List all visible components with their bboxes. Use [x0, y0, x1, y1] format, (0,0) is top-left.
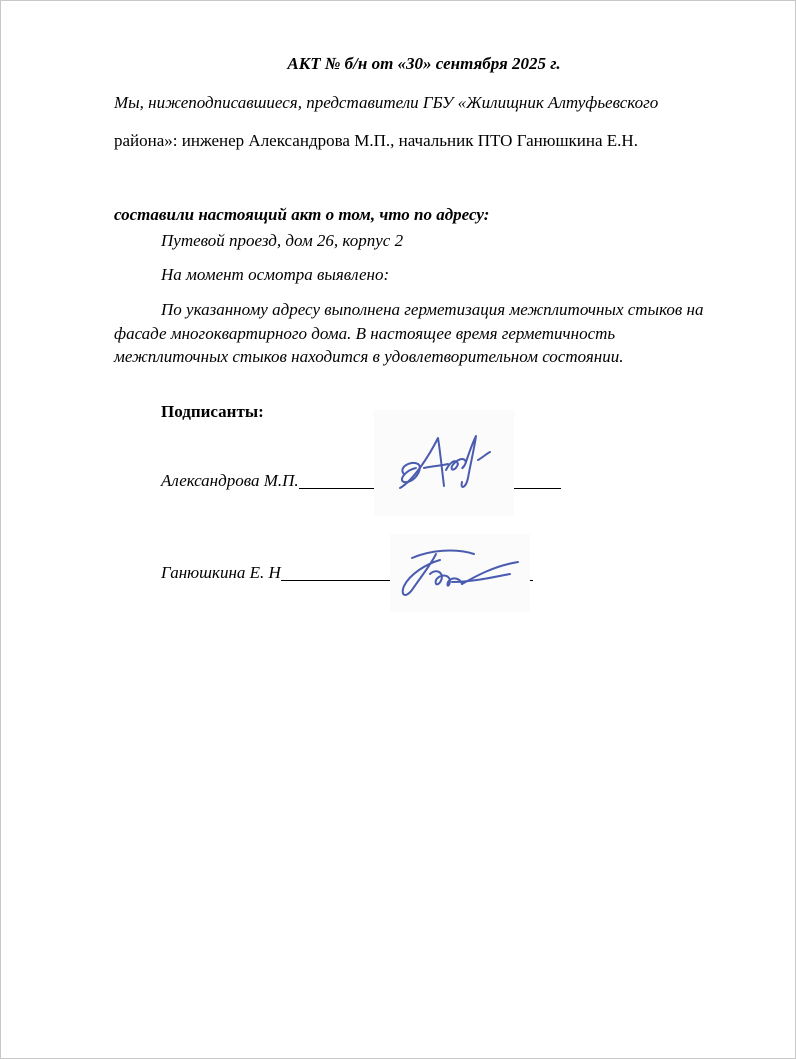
act-statement-heading: составили настоящий акт о том, что по адресу:: [114, 205, 490, 224]
signers-label: Подписанты:: [161, 402, 264, 421]
findings-paragraph: По указанному адресу выполнена герметизация межплиточных стыков на фасаде многоквартирного дома. В настоящее время герметичность межплиточных стыков находится в удовлетворительном состоянии.: [114, 300, 704, 366]
handwritten-signature-1: [374, 410, 514, 516]
act-title: АКТ № б/н от «30» сентября 2025 г.: [287, 54, 561, 73]
handwritten-signature-2: [390, 534, 530, 612]
signature-2-strokes: [390, 534, 530, 612]
intro-line-1: Мы, нижеподписавшиеся, представители ГБУ «Жилищник Алтуфьевского: [114, 93, 659, 112]
signer-2-name: Ганюшкина Е. Н: [161, 563, 281, 582]
address-text: Путевой проезд, дом 26, корпус 2: [161, 231, 404, 250]
signer-1-name: Александрова М.П.: [161, 471, 299, 490]
inspection-label: На момент осмотра выявлено:: [161, 265, 390, 284]
intro-line-2: района»: инженер Александрова М.П., начальник ПТО Ганюшкина Е.Н.: [114, 131, 638, 150]
signature-1-strokes: [374, 410, 514, 516]
